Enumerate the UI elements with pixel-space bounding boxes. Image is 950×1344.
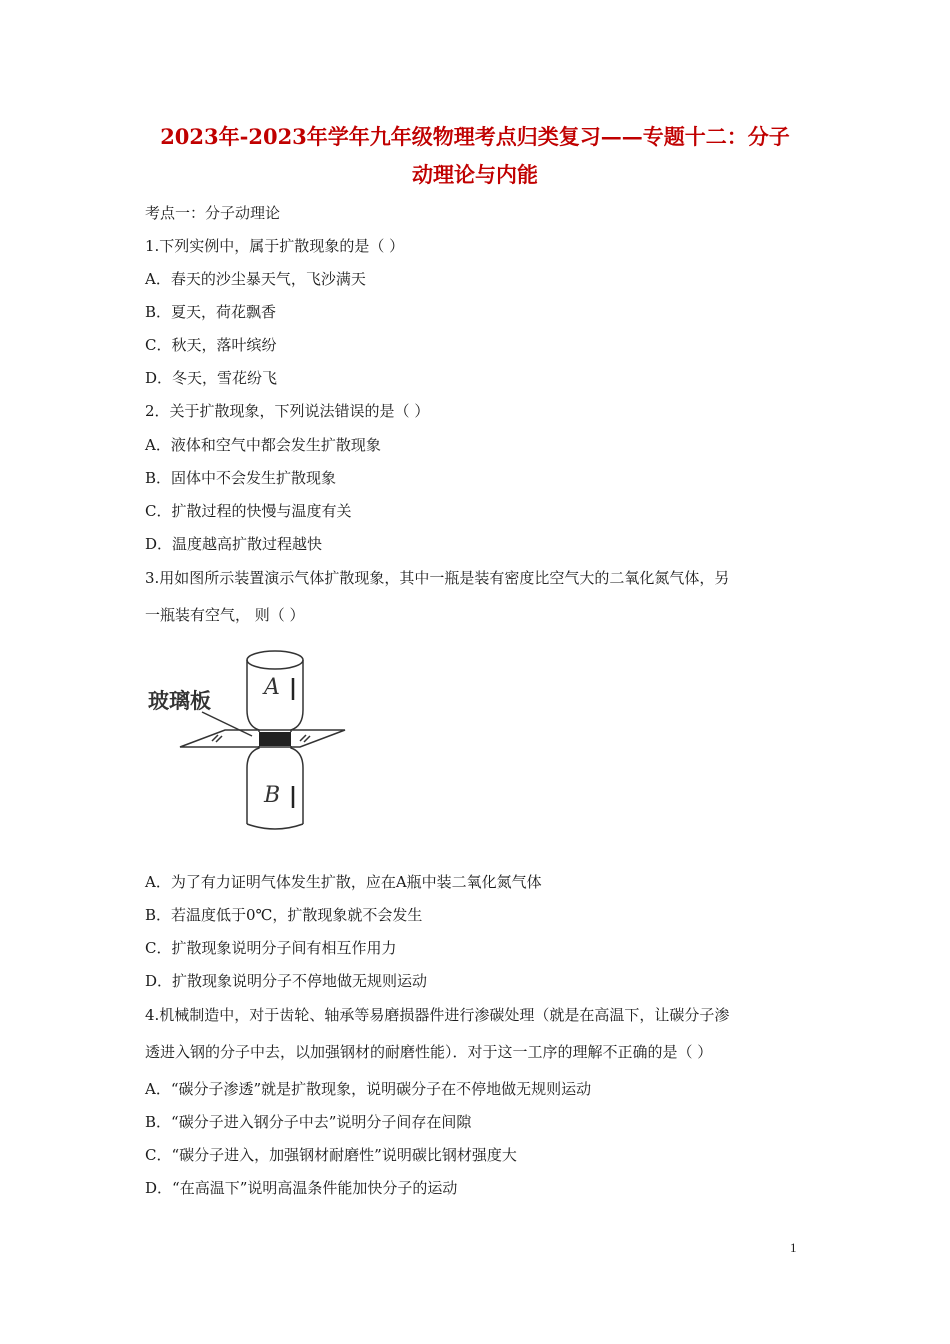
question-1-stem: 1.下列实例中，属于扩散现象的是（ ） bbox=[145, 237, 405, 255]
question-4-option-b: B．“碳分子进入钢分子中去”说明分子间存在间隙 bbox=[145, 1113, 472, 1131]
question-4-option-c: C．“碳分子进入，加强钢材耐磨性”说明碳比钢材强度大 bbox=[145, 1146, 517, 1164]
question-1-option-c: C．秋天，落叶缤纷 bbox=[145, 336, 277, 354]
question-3-stem-line1: 3.用如图所示装置演示气体扩散现象，其中一瓶是装有密度比空气大的二氧化氮气体，另 bbox=[145, 569, 730, 587]
question-2-option-c: C．扩散过程的快慢与温度有关 bbox=[145, 502, 352, 520]
question-1-option-a: A．春天的沙尘暴天气，飞沙满天 bbox=[145, 270, 366, 288]
question-4-option-d: D．“在高温下”说明高温条件能加快分子的运动 bbox=[145, 1179, 458, 1197]
question-3-option-d: D．扩散现象说明分子不停地做无规则运动 bbox=[145, 972, 428, 990]
diffusion-apparatus-figure bbox=[140, 640, 360, 840]
question-2-stem: 2．关于扩散现象，下列说法错误的是（ ） bbox=[145, 402, 430, 420]
question-2-option-a: A．液体和空气中都会发生扩散现象 bbox=[145, 436, 381, 454]
question-1-option-d: D．冬天，雪花纷飞 bbox=[145, 369, 278, 387]
bottle-a-label: A bbox=[264, 675, 280, 700]
question-4-option-a: A．“碳分子渗透”就是扩散现象，说明碳分子在不停地做无规则运动 bbox=[145, 1080, 592, 1098]
question-3-option-b: B．若温度低于0℃，扩散现象就不会发生 bbox=[145, 906, 423, 924]
question-1-option-b: B．夏天，荷花飘香 bbox=[145, 303, 277, 321]
page-number: 1 bbox=[790, 1240, 797, 1255]
question-3-option-c: C．扩散现象说明分子间有相互作用力 bbox=[145, 939, 397, 957]
section-heading: 考点一：分子动理论 bbox=[145, 204, 281, 222]
question-3-stem-line2: 一瓶装有空气， 则（ ） bbox=[145, 606, 305, 624]
document-title-line1: 2023年-2023年学年九年级物理考点归类复习——专题十二：分子 bbox=[160, 124, 790, 149]
question-2-option-b: B．固体中不会发生扩散现象 bbox=[145, 469, 337, 487]
glass-plate-label: 玻璃板 bbox=[148, 688, 211, 713]
question-2-option-d: D．温度越高扩散过程越快 bbox=[145, 535, 323, 553]
bottle-b-label: B bbox=[264, 783, 281, 808]
question-4-stem-line1: 4.机械制造中，对于齿轮、轴承等易磨损器件进行渗碳处理（就是在高温下，让碳分子渗 bbox=[145, 1006, 730, 1024]
question-4-stem-line2: 透进入钢的分子中去，以加强钢材的耐磨性能）．对于这一工序的理解不正确的是（ ） bbox=[145, 1043, 713, 1061]
question-3-option-a: A．为了有力证明气体发生扩散，应在A瓶中装二氧化氮气体 bbox=[145, 873, 542, 891]
document-title-line2: 动理论与内能 bbox=[412, 162, 538, 187]
